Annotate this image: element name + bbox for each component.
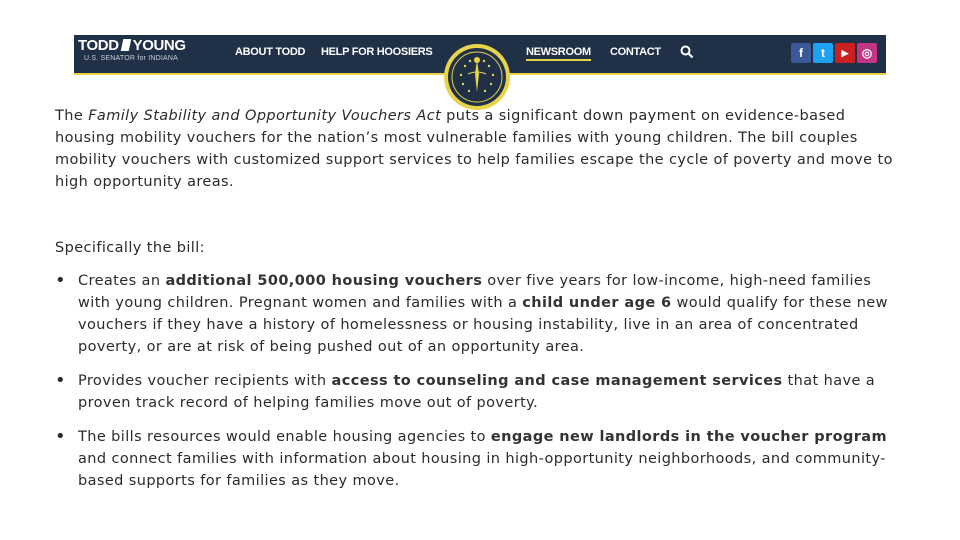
bullet-text: over five years for low-income, high-need families with young children. Pregnant women and families with a (78, 273, 872, 311)
search-icon[interactable] (680, 45, 694, 59)
bullet-highlight: child under age 6 (522, 295, 672, 311)
bullet-text: The bills resources would enable housing agencies to (78, 429, 491, 445)
bullet-highlight: additional 500,000 housing vouchers (165, 273, 483, 289)
act-name: Family Stability and Opportunity Vouchers Act (88, 108, 442, 124)
intro-suffix: puts a significant down payment on evidence-based housing mobility vouchers for the nation’s most vulnerable families with young children. The bill couples mobility vouchers with customized support services to help families escape the cycle of poverty and move to high opportunity areas. (55, 108, 893, 190)
bill-provisions-list (55, 270, 895, 504)
brand-name-right: YOUNG (132, 37, 186, 54)
bullet-text: that have a proven track record of helping families move out of poverty. (78, 373, 876, 411)
bullet-highlight: engage new landlords in the voucher program (490, 429, 887, 445)
nav-newsroom[interactable]: NEWSROOM (526, 46, 591, 61)
nav-help-for-hoosiers[interactable]: HELP FOR HOOSIERS (321, 46, 433, 58)
lead-text: Specifically the bill: (55, 240, 205, 256)
intro-prefix: The (55, 108, 89, 124)
bullet-text: Creates an (78, 273, 166, 289)
bullet-text: Provides voucher recipients with (78, 373, 332, 389)
intro-paragraph (55, 105, 895, 193)
list-item (55, 370, 895, 414)
indiana-seal-icon[interactable] (444, 44, 510, 110)
instagram-icon[interactable]: ◎ (857, 43, 877, 63)
seal-emblem (448, 48, 506, 106)
brand-logo[interactable] (78, 38, 186, 54)
bullet-text: would qualify for these new vouchers if they have a history of homelessness or housing instability, live in an area of concentrated poverty, or are at risk of being pushed out of an opportunity area. (78, 295, 888, 355)
intro-text (55, 105, 895, 193)
twitter-icon[interactable]: t (813, 43, 833, 63)
youtube-icon[interactable]: ▶ (835, 43, 855, 63)
list-item (55, 426, 895, 492)
bullet-text: and connect families with information about housing in high-opportunity neighborhoods, and community-based supports for families as they move. (78, 451, 886, 489)
brand-mark-icon (120, 39, 131, 51)
nav-about[interactable]: ABOUT TODD (235, 46, 306, 58)
bullet-highlight: access to counseling and case management services (331, 373, 783, 389)
list-item (55, 270, 895, 358)
nav-contact[interactable]: CONTACT (610, 46, 661, 58)
facebook-icon[interactable]: f (791, 43, 811, 63)
brand-name-left: TODD (78, 37, 119, 54)
brand-subtitle: U.S. SENATOR for INDIANA (84, 55, 179, 62)
